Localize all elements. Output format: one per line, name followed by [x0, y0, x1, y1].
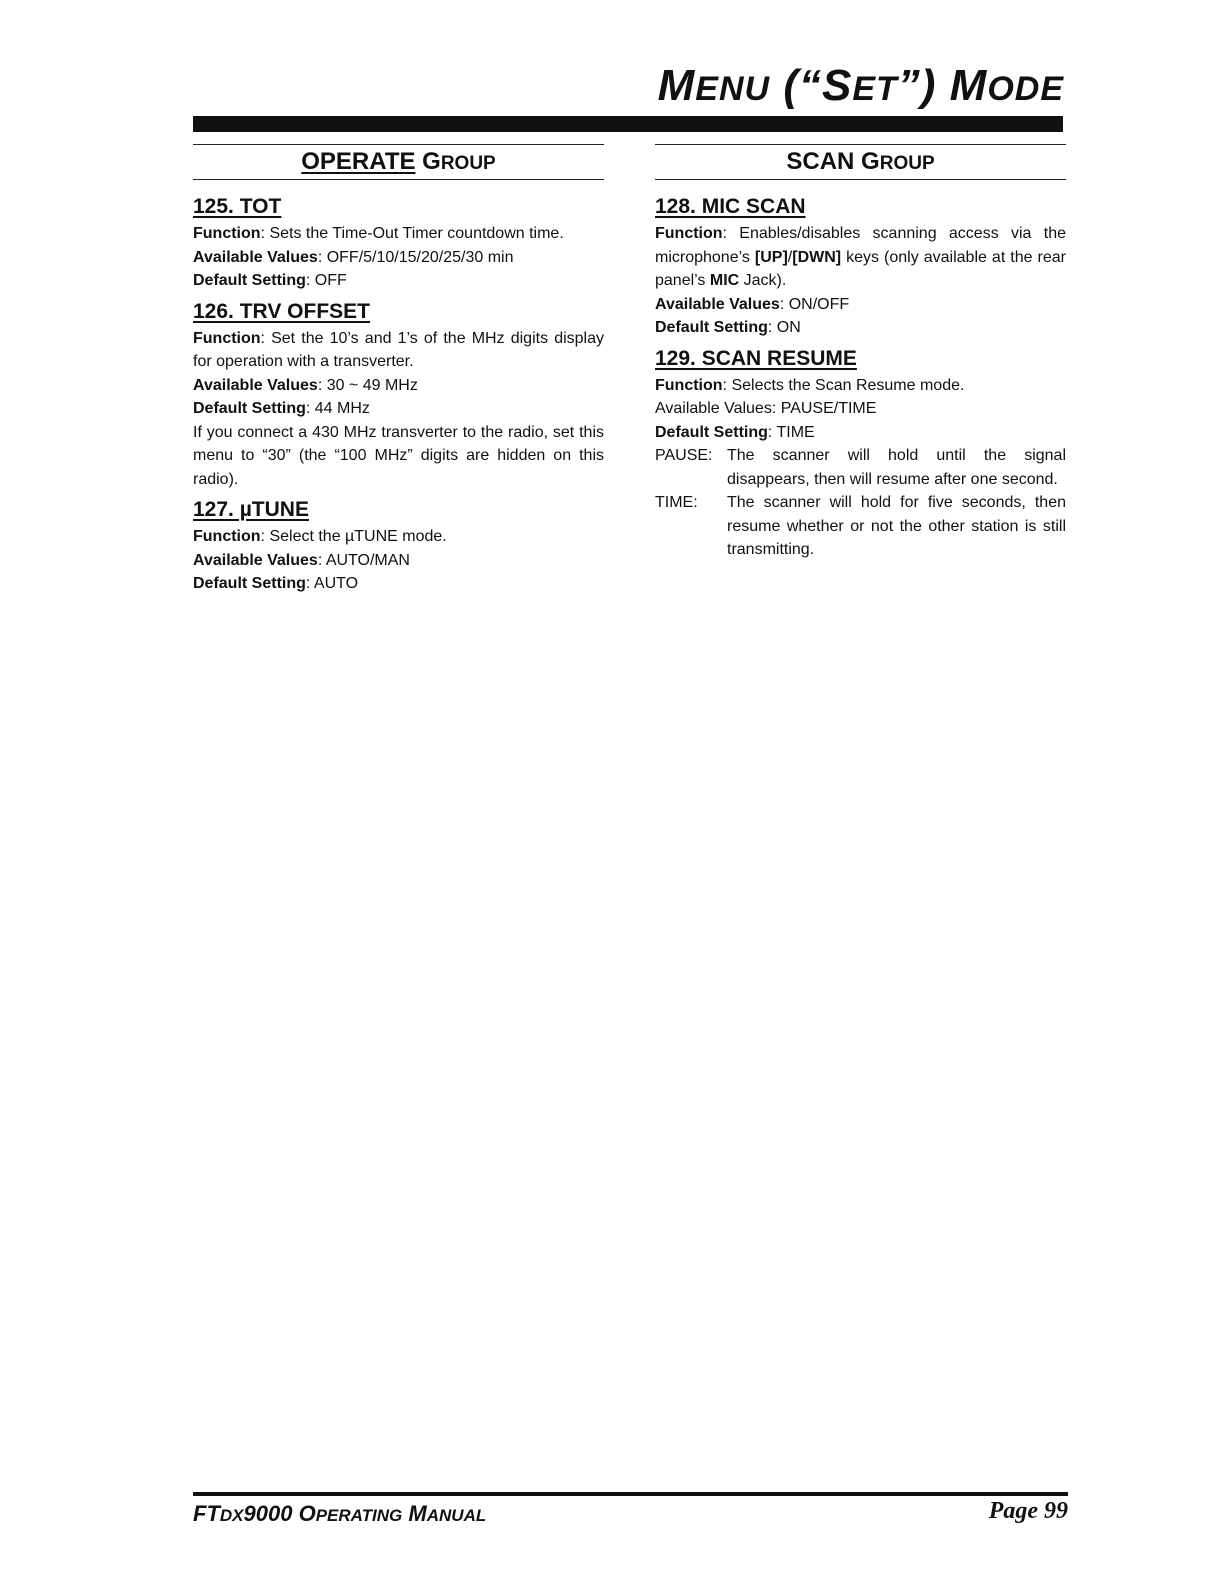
default-line: Default Setting: OFF — [193, 272, 347, 289]
manual-title: FTDX9000 OPERATING MANUAL — [193, 1501, 487, 1526]
values-line: Available Values: PAUSE/TIME — [655, 400, 877, 417]
definition-description: The scanner will hold for five seconds, then resume whether or not the other station is still transmitting. — [727, 494, 1066, 558]
definition-term: TIME: — [655, 494, 698, 511]
values-line: Available Values: AUTO/MAN — [193, 551, 410, 569]
menu-item-129 — [655, 346, 1066, 562]
scan-group-column — [655, 144, 1066, 568]
default-line: Default Setting: ON — [655, 319, 801, 336]
values-line: Available Values: 30 ~ 49 MHz — [193, 376, 418, 394]
menu-item-126 — [193, 299, 604, 492]
footer-rule — [193, 1492, 1068, 1496]
definition-time — [655, 491, 1066, 562]
note-text: If you connect a 430 MHz transverter to the radio, set this menu to “30” (the “100 MHz” digits are hidden on this radio). — [193, 423, 604, 488]
function-line: Function: Sets the Time-Out Timer countdown time. — [193, 225, 564, 242]
page-number: Page 99 — [988, 1498, 1068, 1524]
function-line: Function: Selects the Scan Resume mode. — [655, 376, 965, 394]
default-line: Default Setting: AUTO — [193, 575, 359, 592]
operate-group-heading: OPERATE GROUP — [193, 144, 604, 180]
default-line: Default Setting: 44 MHz — [193, 400, 370, 417]
item-title: 127. µTUNE — [193, 498, 309, 521]
menu-item-128 — [655, 194, 1066, 340]
operate-group-column — [193, 144, 604, 602]
default-line: Default Setting: TIME — [655, 423, 815, 441]
item-title: 129. SCAN RESUME — [655, 346, 857, 370]
function-line: Function: Enables/disables scanning access via the microphone’s [UP]/[DWN] keys (only available at the rear panel’s MIC Jack). — [655, 225, 1066, 289]
values-line: Available Values: ON/OFF — [655, 295, 850, 313]
menu-item-127 — [193, 497, 604, 596]
function-line: Function: Set the 10’s and 1’s of the MHz digits display for operation with a transverter. — [193, 329, 604, 370]
definition-description: The scanner will hold until the signal disappears, then will resume after one second. — [727, 447, 1066, 488]
header-rule — [193, 116, 1063, 132]
item-title: 128. MIC SCAN — [655, 195, 806, 218]
values-line: Available Values: OFF/5/10/15/20/25/30 min — [193, 248, 514, 266]
definition-term: PAUSE: — [655, 447, 713, 464]
item-title: 126. TRV OFFSET — [193, 299, 370, 323]
definition-pause — [655, 444, 1066, 491]
page-title: MENU (“SET”) MODE — [657, 61, 1064, 110]
function-line: Function: Select the µTUNE mode. — [193, 528, 447, 545]
menu-item-125 — [193, 194, 604, 293]
item-title: 125. TOT — [193, 195, 282, 218]
scan-group-heading: SCAN GROUP — [655, 144, 1066, 180]
